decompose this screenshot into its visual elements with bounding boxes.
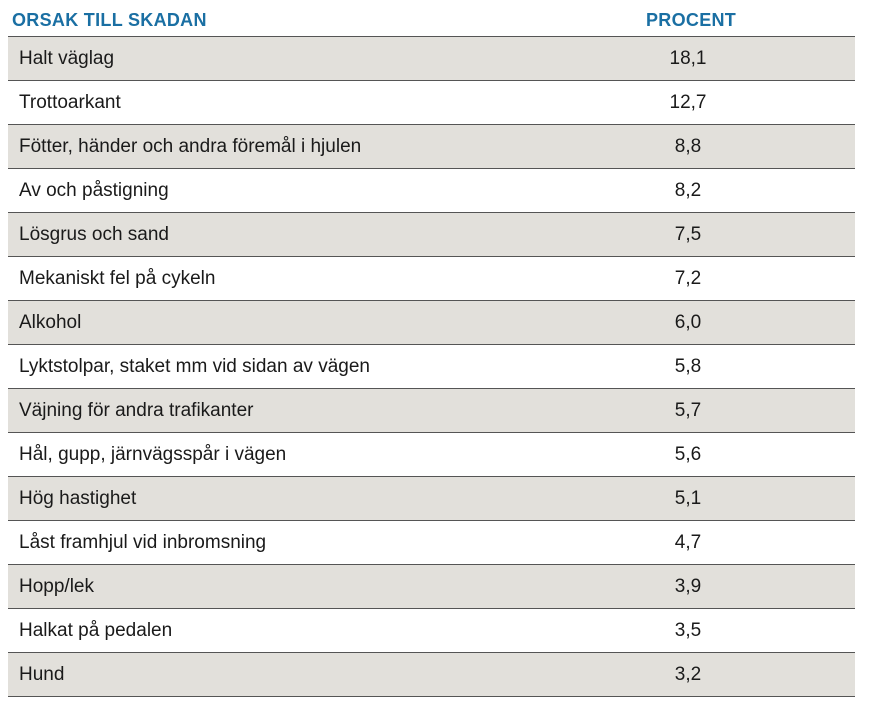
table-row xyxy=(8,125,855,169)
table-row xyxy=(8,81,855,125)
cell-cause: Lyktstolpar, staket mm vid sidan av vägen xyxy=(19,356,370,377)
table-row xyxy=(8,521,855,565)
cell-cause: Väjning för andra trafikanter xyxy=(19,400,254,421)
cell-percent: 7,5 xyxy=(674,224,702,245)
cell-percent: 5,6 xyxy=(674,444,702,465)
cell-percent: 8,8 xyxy=(674,136,702,157)
table-row xyxy=(8,653,855,697)
cell-cause: Halt väglag xyxy=(19,48,115,69)
cell-percent: 7,2 xyxy=(674,268,702,289)
table-header xyxy=(8,4,855,36)
cell-cause: Fötter, händer och andra föremål i hjulen xyxy=(19,136,362,157)
table-row xyxy=(8,609,855,653)
table-row xyxy=(8,301,855,345)
cell-cause: Av och påstigning xyxy=(19,180,169,201)
cell-percent: 5,8 xyxy=(674,356,702,377)
table-row xyxy=(8,565,855,609)
table-body xyxy=(8,36,855,697)
cell-percent: 12,7 xyxy=(669,92,707,113)
cell-cause: Alkohol xyxy=(19,312,82,333)
cell-percent: 6,0 xyxy=(674,312,702,333)
table-row xyxy=(8,389,855,433)
header-cause: ORSAK TILL SKADAN xyxy=(12,10,207,30)
cell-cause: Hund xyxy=(19,664,65,685)
table-row xyxy=(8,477,855,521)
header-percent: PROCENT xyxy=(646,10,737,30)
cell-percent: 8,2 xyxy=(674,180,702,201)
cell-percent: 5,7 xyxy=(674,400,702,421)
cell-cause: Halkat på pedalen xyxy=(19,620,173,641)
cell-cause: Låst framhjul vid inbromsning xyxy=(19,532,267,553)
cell-percent: 5,1 xyxy=(674,488,702,509)
cell-cause: Lösgrus och sand xyxy=(19,224,169,245)
cell-cause: Hopp/lek xyxy=(19,576,94,597)
cell-cause: Hål, gupp, järnvägsspår i vägen xyxy=(19,444,287,465)
cell-percent: 3,5 xyxy=(674,620,702,641)
cause-table xyxy=(8,4,855,697)
cell-percent: 3,2 xyxy=(674,664,702,685)
table-row xyxy=(8,433,855,477)
table-row xyxy=(8,169,855,213)
cell-cause: Trottoarkant xyxy=(19,92,121,113)
cell-percent: 18,1 xyxy=(669,48,707,69)
table-row xyxy=(8,37,855,81)
cell-percent: 3,9 xyxy=(674,576,702,597)
table-row xyxy=(8,213,855,257)
table-row xyxy=(8,257,855,301)
cell-cause: Hög hastighet xyxy=(19,488,137,509)
cell-percent: 4,7 xyxy=(674,532,702,553)
table-row xyxy=(8,345,855,389)
cell-cause: Mekaniskt fel på cykeln xyxy=(19,268,216,289)
